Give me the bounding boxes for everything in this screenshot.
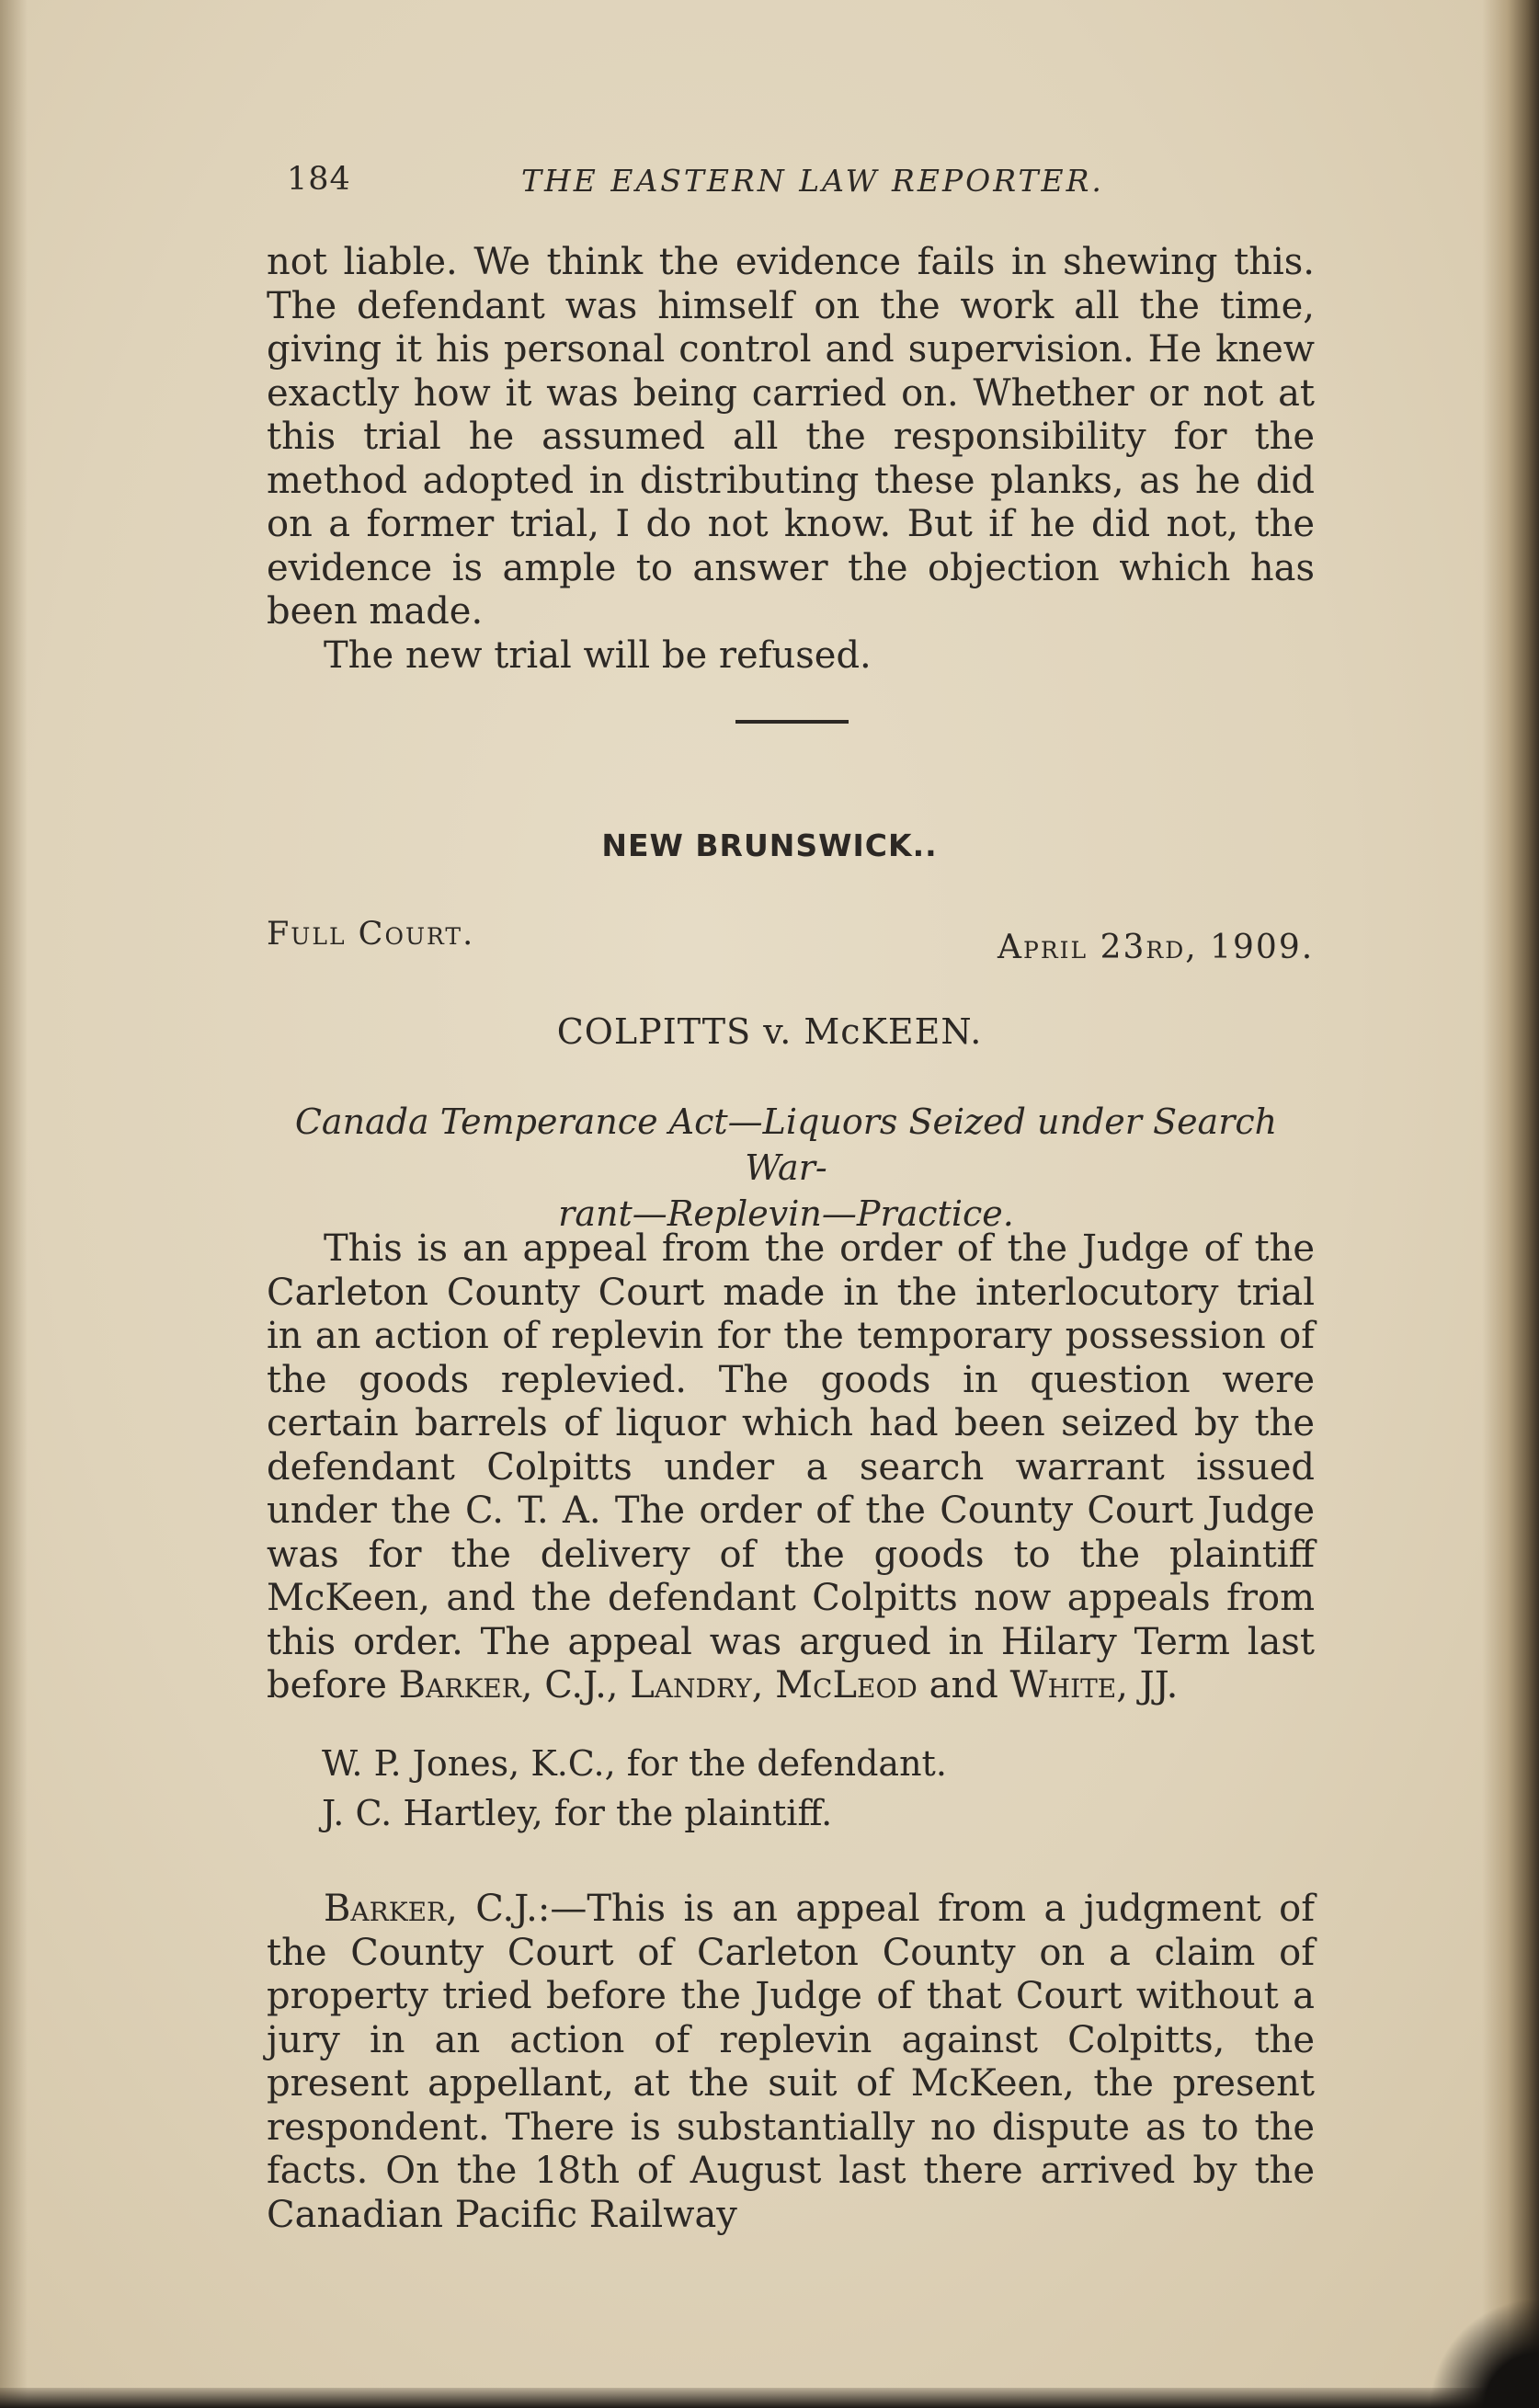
- page-corner-shadow: [1429, 2298, 1539, 2408]
- page-fore-edge: [1482, 0, 1539, 2408]
- binding-shadow: [0, 0, 28, 2408]
- judgment-paragraph: [267, 1888, 1315, 2237]
- counsel-plaintiff: J. C. Hartley, for the plaintiff.: [322, 1793, 833, 1833]
- province-heading: NEW BRUNSWICK..: [601, 827, 938, 863]
- headnote-line-2: rant—Replevin—Practice.: [558, 1193, 1014, 1234]
- closing-line: The new trial will be refused.: [324, 633, 872, 677]
- running-head: [287, 161, 1298, 207]
- headnote-line-1: Canada Temperance Act—Liquors Seized under Search War-: [294, 1101, 1278, 1188]
- statement-text: This is an appeal from the order of the Judge of the Carleton County Court made in the interlocutory trial in an action of replevin for the temporary possession of the goods replevied. The goods in question were certain barrels of liquor which had been seized by the defendant Colpitts under a search warrant issued under the C. T. A. The order of the County Court Judge was for the delivery of the goods to the plaintiff McKeen, and the defendant Colpitts now appeals from this order. The appeal was argued in Hilary Term last before: [267, 1227, 1315, 1706]
- continued-paragraph: not liable. We think the evidence fails in shewing this. The defendant was himself on the work all the time, giving it his personal control and supervision. He knew exactly how it was being carried on. Whether or not at this trial he assumed all the responsibility for the method adopted in distributing these planks, as he did on a former trial, I do not know. But if he did not, the evidence is ample to answer the objection which has been made.: [267, 241, 1315, 633]
- decision-date: April 23rd, 1909.: [998, 929, 1315, 966]
- counsel-defendant: W. P. Jones, K.C., for the defendant.: [322, 1743, 947, 1784]
- statement-last-judge: White, JJ.: [1009, 1664, 1179, 1706]
- continued-opinion: [267, 241, 1315, 678]
- judgment-judge: Barker, C.J.: [324, 1888, 538, 1930]
- judgment: [267, 1888, 1315, 2237]
- page-number: 184: [287, 161, 351, 198]
- journal-title: THE EASTERN LAW REPORTER.: [521, 163, 1104, 199]
- judgment-text: :—This is an appeal from a judgment of the County Court of Carleton County on a claim of property tried before the Judge of that Court without a jury in an action of replevin against Colpitts, the present appellant, at the suit of McKeen, the present respondent. There is substantially no dispute as to the facts. On the 18th of August last there arrived by the Canadian Pacific Railway: [267, 1888, 1315, 2236]
- statement-and: and: [917, 1664, 1010, 1706]
- headnote: [267, 1099, 1305, 1237]
- page-bottom-edge: [0, 2388, 1539, 2408]
- statement-paragraph: [267, 1227, 1315, 1708]
- court-name: Full Court.: [267, 916, 475, 953]
- section-divider: [735, 720, 849, 724]
- case-statement: [267, 1227, 1315, 1708]
- case-title: COLPITTS v. McKEEN.: [556, 1011, 983, 1052]
- statement-judges: Barker, C.J., Landry, McLeod: [398, 1664, 918, 1706]
